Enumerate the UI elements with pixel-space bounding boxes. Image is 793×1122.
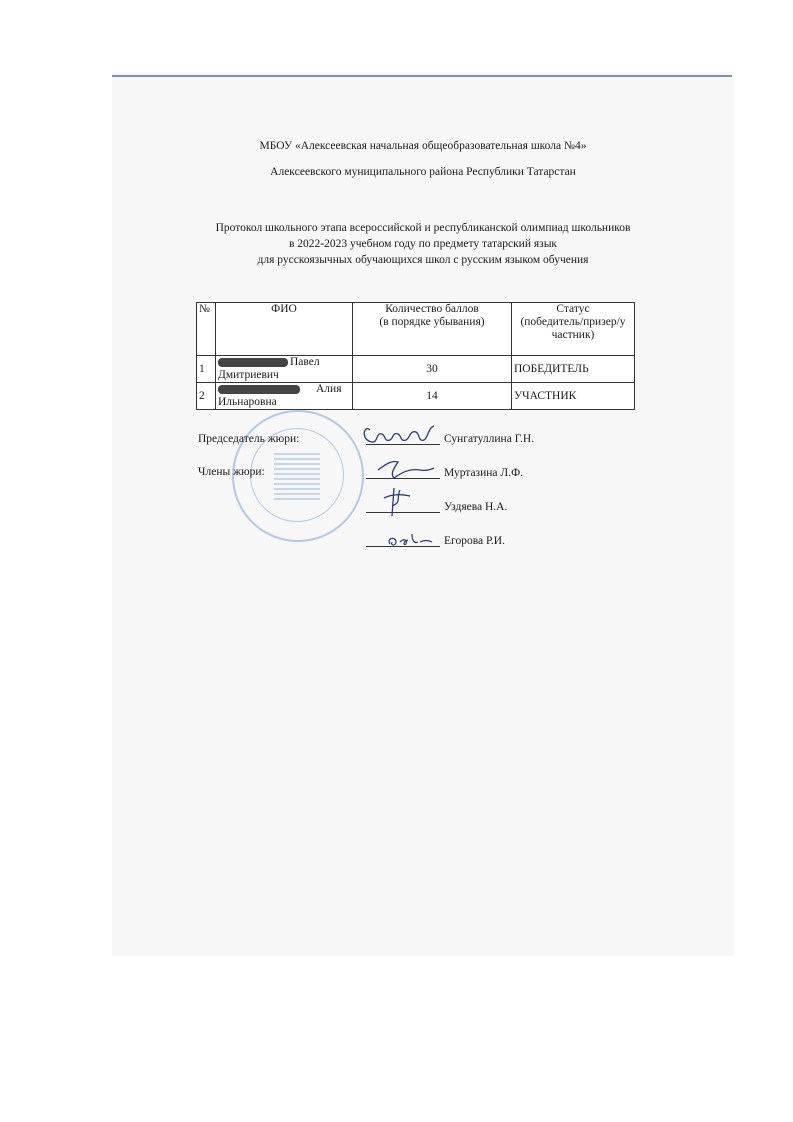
table-row: [197, 383, 635, 410]
jury-members-label: Члены жюри:: [198, 466, 265, 478]
school-district: Алексеевского муниципального района Республики Татарстан: [270, 166, 576, 178]
scanned-page: [112, 72, 734, 956]
table-header-row: [197, 303, 635, 356]
jury-signer-name: Сунгатуллина Г.Н.: [444, 433, 535, 445]
stamp-center-emblem: [274, 450, 320, 500]
header-status-line3: частник): [551, 329, 595, 341]
row-score: 14: [353, 383, 512, 410]
header-score-line2: (в порядке убывания): [379, 316, 485, 328]
header-status: [512, 303, 635, 356]
header-status-line1: Статус: [556, 303, 590, 315]
redaction-mark: [218, 385, 300, 394]
row-name: Павел Дмитриевич: [218, 356, 320, 381]
chair-signature: [362, 420, 442, 448]
row-score: 30: [353, 356, 512, 383]
jury-chair-label: Председатель жюри:: [198, 433, 300, 445]
row-name-cell: [216, 356, 353, 383]
header-status-line2: (победитель/призер/у: [520, 316, 626, 328]
protocol-title: Протокол школьного этапа всероссийской и республиканской олимпиад школьников: [215, 222, 631, 234]
table-row: [197, 356, 635, 383]
row-number: 2: [197, 383, 216, 410]
jury-signer-name: Егорова Р.И.: [444, 535, 505, 547]
scan-top-rule: [112, 75, 732, 77]
row-status: УЧАСТНИК: [512, 383, 635, 410]
results-table: [196, 302, 635, 410]
jury-signer-name: Уздяева Н.А.: [444, 501, 508, 513]
school-name: МБОУ «Алексеевская начальная общеобразовательная школа №4»: [259, 140, 587, 152]
jury-signer-name: Муртазина Л.Ф.: [444, 467, 524, 479]
protocol-subject: в 2022-2023 учебном году по предмету татарский язык: [288, 238, 558, 250]
row-name-cell: [216, 383, 353, 410]
row-status: ПОБЕДИТЕЛЬ: [512, 356, 635, 383]
member-signature: [384, 530, 434, 550]
row-name: Алия Ильнаровна: [218, 383, 342, 408]
protocol-audience: для русскоязычных обучающихся школ с русским языком обучения: [257, 254, 589, 266]
redaction-mark: [218, 358, 288, 367]
header-name: ФИО: [216, 303, 353, 356]
member-signature: [372, 456, 436, 482]
header-score-line1: Количество баллов: [385, 303, 479, 315]
header-number: №: [197, 303, 216, 356]
row-number: 1: [197, 356, 216, 383]
member-signature: [380, 484, 416, 520]
header-score: [353, 303, 512, 356]
